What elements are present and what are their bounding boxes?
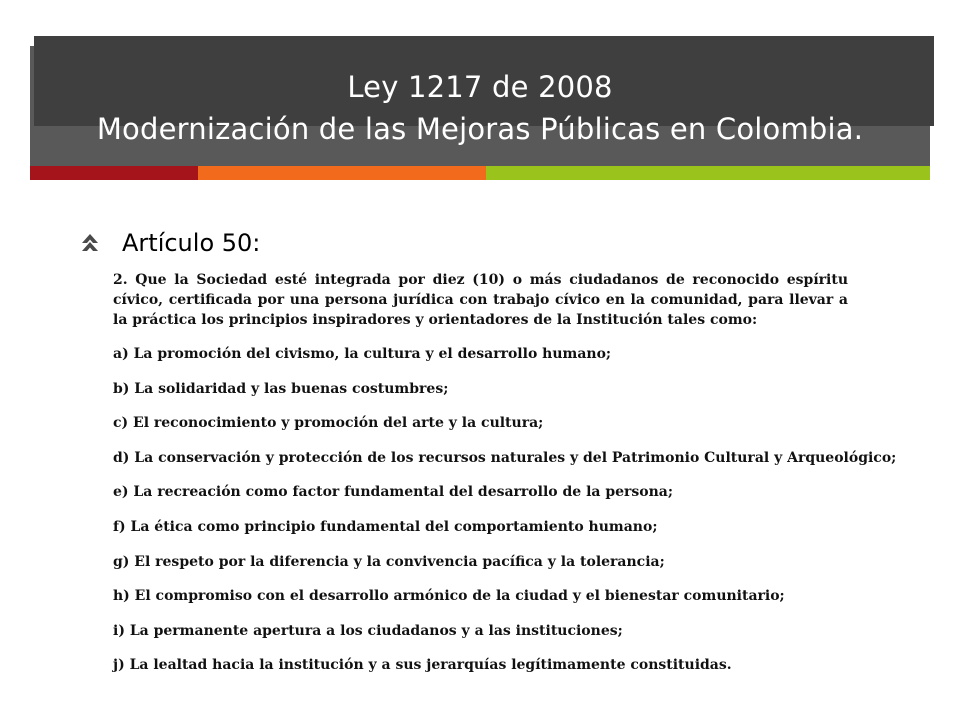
excerpt-item: f) La ética como principio fundamental del comportamiento humano; bbox=[113, 518, 658, 535]
excerpt-item: i) La permanente apertura a los ciudadanos y a las instituciones; bbox=[113, 622, 623, 639]
slide-title-line1: Ley 1217 de 2008 bbox=[347, 70, 613, 104]
chevron-bullet-icon bbox=[80, 232, 100, 254]
excerpt-items bbox=[113, 344, 897, 690]
accent-color-bar bbox=[30, 166, 930, 180]
excerpt-item: c) El reconocimiento y promoción del arte y la cultura; bbox=[113, 415, 544, 432]
excerpt-item: h) El compromiso con el desarrollo armónico de la ciudad y el bienestar comunitario; bbox=[113, 588, 785, 605]
excerpt-item: d) La conservación y protección de los recursos naturales y del Patrimonio Cultural y Arqueológico; bbox=[113, 449, 897, 466]
accent-bar-red bbox=[30, 166, 198, 180]
bullet-article bbox=[80, 228, 260, 258]
excerpt-item: e) La recreación como factor fundamental del desarrollo de la persona; bbox=[113, 484, 674, 501]
excerpt-item: a) La promoción del civismo, la cultura y el desarrollo humano; bbox=[113, 346, 612, 362]
excerpt-item: b) La solidaridad y las buenas costumbres; bbox=[113, 380, 449, 397]
excerpt-intro: 2. Que la Sociedad esté integrada por diez (10) o más ciudadanos de reconocido espíritu cívico, certificada por una persona jurídica con trabajo cívico en la comunidad, para llevar a la práctica los principios inspiradores y orientadores de la Institución tales como: bbox=[113, 272, 848, 328]
accent-bar-green bbox=[486, 166, 930, 180]
accent-bar-orange bbox=[198, 166, 486, 180]
slide-title bbox=[30, 66, 930, 150]
slide-title-line2: Modernización de las Mejoras Públicas en Colombia. bbox=[96, 112, 864, 146]
excerpt-item: g) El respeto por la diferencia y la convivencia pacífica y la tolerancia; bbox=[113, 553, 665, 570]
law-excerpt bbox=[113, 270, 897, 690]
article-label: Artículo 50: bbox=[122, 229, 261, 257]
excerpt-item: j) La lealtad hacia la institución y a sus jerarquías legítimamente constituidas. bbox=[113, 657, 732, 674]
